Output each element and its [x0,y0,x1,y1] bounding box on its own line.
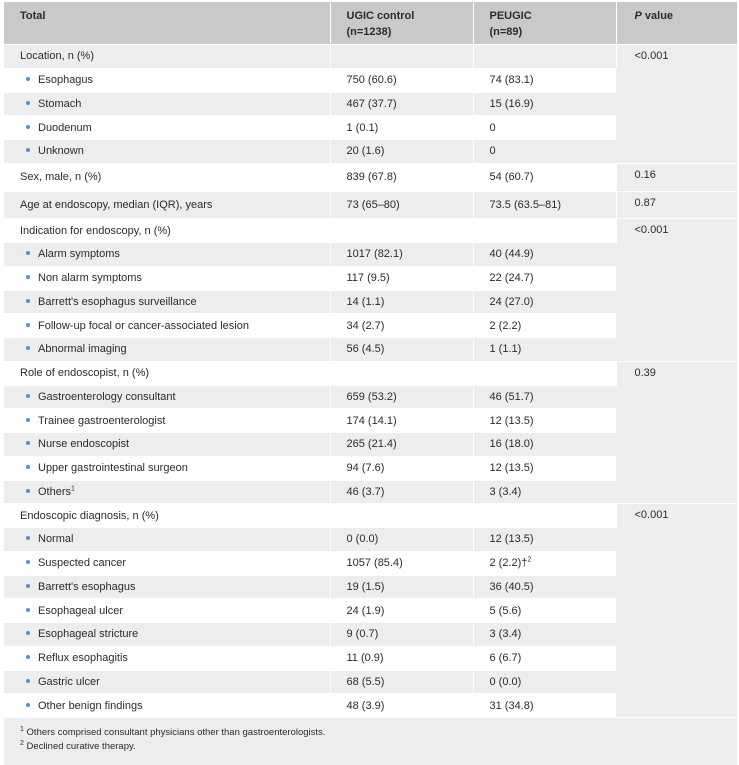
row-peugic: 36 (40.5) [473,575,616,599]
row-label-text: Stomach [38,97,82,110]
row-ugic: 14 (1.1) [330,290,473,314]
row-peugic: 12 (13.5) [473,409,616,433]
row-peugic: 73.5 (63.5–81) [473,191,616,219]
bullet-icon [26,679,30,683]
row-label-text: Upper gastrointestinal surgeon [38,462,188,475]
row-label-text: Other benign findings [38,699,143,712]
row-ugic: 174 (14.1) [330,409,473,433]
row-label-text: Abnormal imaging [38,343,127,356]
row-label-text: Non alarm symptoms [38,272,142,285]
row-peugic: 0 [473,140,616,164]
row-label-text: Suspected cancer [38,557,127,570]
header-p-value [616,2,737,45]
row-p-value: 0.16 [616,163,737,191]
row-ugic: 11 (0.9) [330,646,473,670]
row-peugic: 2 (2.2) [473,314,616,338]
row-ugic: 839 (67.8) [330,163,473,191]
row-ugic [330,361,473,385]
header-peugic-label: PEUGIC [489,10,532,22]
row-ugic: 9 (0.7) [330,623,473,647]
row-ugic [330,45,473,69]
row-label [4,646,330,670]
row-label-text: Unknown [38,145,84,158]
row-label-text: Normal [38,533,74,546]
table-header-row [4,2,737,45]
row-label [4,338,330,362]
row-label-text: Gastroenterology consultant [38,390,176,403]
row-peugic: 46 (51.7) [473,385,616,409]
row-p-value: 0.87 [616,191,737,219]
row-ugic: 1017 (82.1) [330,243,473,267]
row-peugic [473,504,616,528]
row-p-value: <0.001 [616,504,737,717]
row-label-text: Reflux esophagitis [38,652,128,665]
header-p-rest: value [641,10,674,22]
row-label: Sex, male, n (%) [4,163,330,191]
row-label [4,551,330,575]
bullet-icon [26,148,30,152]
row-peugic: 24 (27.0) [473,290,616,314]
bullet-icon [26,631,30,635]
row-ugic: 750 (60.6) [330,68,473,92]
row-label-text: Alarm symptoms [38,248,120,261]
row-ugic: 117 (9.5) [330,266,473,290]
row-label-text: Esophageal stricture [38,628,139,641]
row-peugic-text: 2 (2.2)† [489,557,528,570]
row-label-text: Nurse endoscopist [38,438,130,451]
table-footnotes [4,717,737,765]
row-peugic: 6 (6.7) [473,646,616,670]
row-ugic: 68 (5.5) [330,670,473,694]
row-ugic: 94 (7.6) [330,456,473,480]
bullet-icon [26,703,30,707]
row-label-text: Barrett's esophagus surveillance [38,295,197,308]
row-peugic: 31 (34.8) [473,694,616,717]
bullet-icon [26,77,30,81]
row-label-text: Barrett's esophagus [38,580,136,593]
row-ugic: 0 (0.0) [330,528,473,552]
table-row [4,361,737,385]
row-label: Location, n (%) [4,45,330,69]
row-label [4,140,330,164]
row-label-text: Esophagus [38,74,94,87]
bullet-icon [26,441,30,445]
row-ugic: 20 (1.6) [330,140,473,164]
row-ugic: 46 (3.7) [330,480,473,504]
bullet-icon [26,299,30,303]
row-label [4,670,330,694]
row-peugic: 0 [473,116,616,140]
row-ugic [330,504,473,528]
header-p-italic: P [634,10,642,22]
bullet-icon [26,560,30,564]
row-label [4,528,330,552]
bullet-icon [26,608,30,612]
row-ugic: 467 (37.7) [330,92,473,116]
row-ugic: 24 (1.9) [330,599,473,623]
table-row [4,191,737,219]
bullet-icon [26,418,30,422]
row-ugic: 1057 (85.4) [330,551,473,575]
row-label-text: Gastric ulcer [38,675,100,688]
row-label-text: Follow-up focal or cancer-associated lesion [38,319,249,332]
row-ugic: 73 (65–80) [330,191,473,219]
row-label [4,623,330,647]
row-label [4,68,330,92]
row-ugic: 34 (2.7) [330,314,473,338]
row-label [4,116,330,140]
row-label [4,433,330,457]
row-label [4,480,330,504]
bullet-icon [26,251,30,255]
row-label: Role of endoscopist, n (%) [4,361,330,385]
bullet-icon [26,275,30,279]
row-label-text: Trainee gastroenterologist [38,414,166,427]
row-label [4,92,330,116]
row-p-value: 0.39 [616,361,737,504]
footnote-mark: 1 [20,725,24,733]
footnote-1 [20,726,737,740]
table-row [4,504,737,528]
row-label: Endoscopic diagnosis, n (%) [4,504,330,528]
table-row [4,163,737,191]
bullet-icon [26,536,30,540]
row-peugic: 1 (1.1) [473,338,616,362]
bullet-icon [26,465,30,469]
row-peugic: 3 (3.4) [473,623,616,647]
row-ugic: 48 (3.9) [330,694,473,717]
header-ugic-control [330,2,473,45]
row-label [4,456,330,480]
row-peugic [473,45,616,69]
row-label [4,409,330,433]
bullet-icon [26,655,30,659]
row-peugic [473,551,616,575]
row-peugic: 16 (18.0) [473,433,616,457]
characteristics-table [4,2,737,717]
row-peugic: 15 (16.9) [473,92,616,116]
footnote-text: Others comprised consultant physicians other than gastroenterologists. [23,727,326,738]
row-label: Indication for endoscopy, n (%) [4,219,330,243]
bullet-icon [26,394,30,398]
row-peugic: 5 (5.6) [473,599,616,623]
footnote-text: Declined curative therapy. [23,741,136,752]
row-ugic [330,219,473,243]
row-p-value: <0.001 [616,45,737,164]
row-label [4,385,330,409]
bullet-icon [26,489,30,493]
row-peugic [473,219,616,243]
row-label-text: Others [38,485,72,498]
row-peugic: 3 (3.4) [473,480,616,504]
bullet-icon [26,125,30,129]
row-label [4,694,330,717]
row-p-value: <0.001 [616,219,737,362]
row-ugic: 56 (4.5) [330,338,473,362]
row-peugic: 0 (0.0) [473,670,616,694]
table-row [4,219,737,243]
header-ugic-n: (n=1238) [346,26,392,38]
row-label [4,575,330,599]
header-ugic-label: UGIC control [346,10,415,22]
row-ugic: 659 (53.2) [330,385,473,409]
row-ugic: 265 (21.4) [330,433,473,457]
baseline-characteristics-table-container [4,0,737,765]
row-peugic: 54 (60.7) [473,163,616,191]
row-label [4,243,330,267]
row-ugic: 1 (0.1) [330,116,473,140]
row-label [4,314,330,338]
footnote-mark: 2 [20,739,24,747]
row-label-text: Duodenum [38,121,92,134]
row-peugic: 12 (13.5) [473,528,616,552]
bullet-icon [26,101,30,105]
row-peugic: 40 (44.9) [473,243,616,267]
row-peugic [473,361,616,385]
row-label [4,266,330,290]
footnote-mark: 1 [71,485,75,493]
row-ugic: 19 (1.5) [330,575,473,599]
row-label [4,290,330,314]
table-row [4,45,737,69]
bullet-icon [26,346,30,350]
row-peugic: 22 (24.7) [473,266,616,290]
header-peugic-n: (n=89) [489,26,523,38]
row-label-text: Esophageal ulcer [38,604,124,617]
bullet-icon [26,323,30,327]
row-peugic: 12 (13.5) [473,456,616,480]
row-peugic: 74 (83.1) [473,68,616,92]
footnote-2 [20,740,737,754]
bullet-icon [26,584,30,588]
row-label [4,599,330,623]
row-label: Age at endoscopy, median (IQR), years [4,191,330,219]
header-peugic [473,2,616,45]
footnote-mark: 2 [527,556,532,564]
header-total: Total [4,2,330,45]
